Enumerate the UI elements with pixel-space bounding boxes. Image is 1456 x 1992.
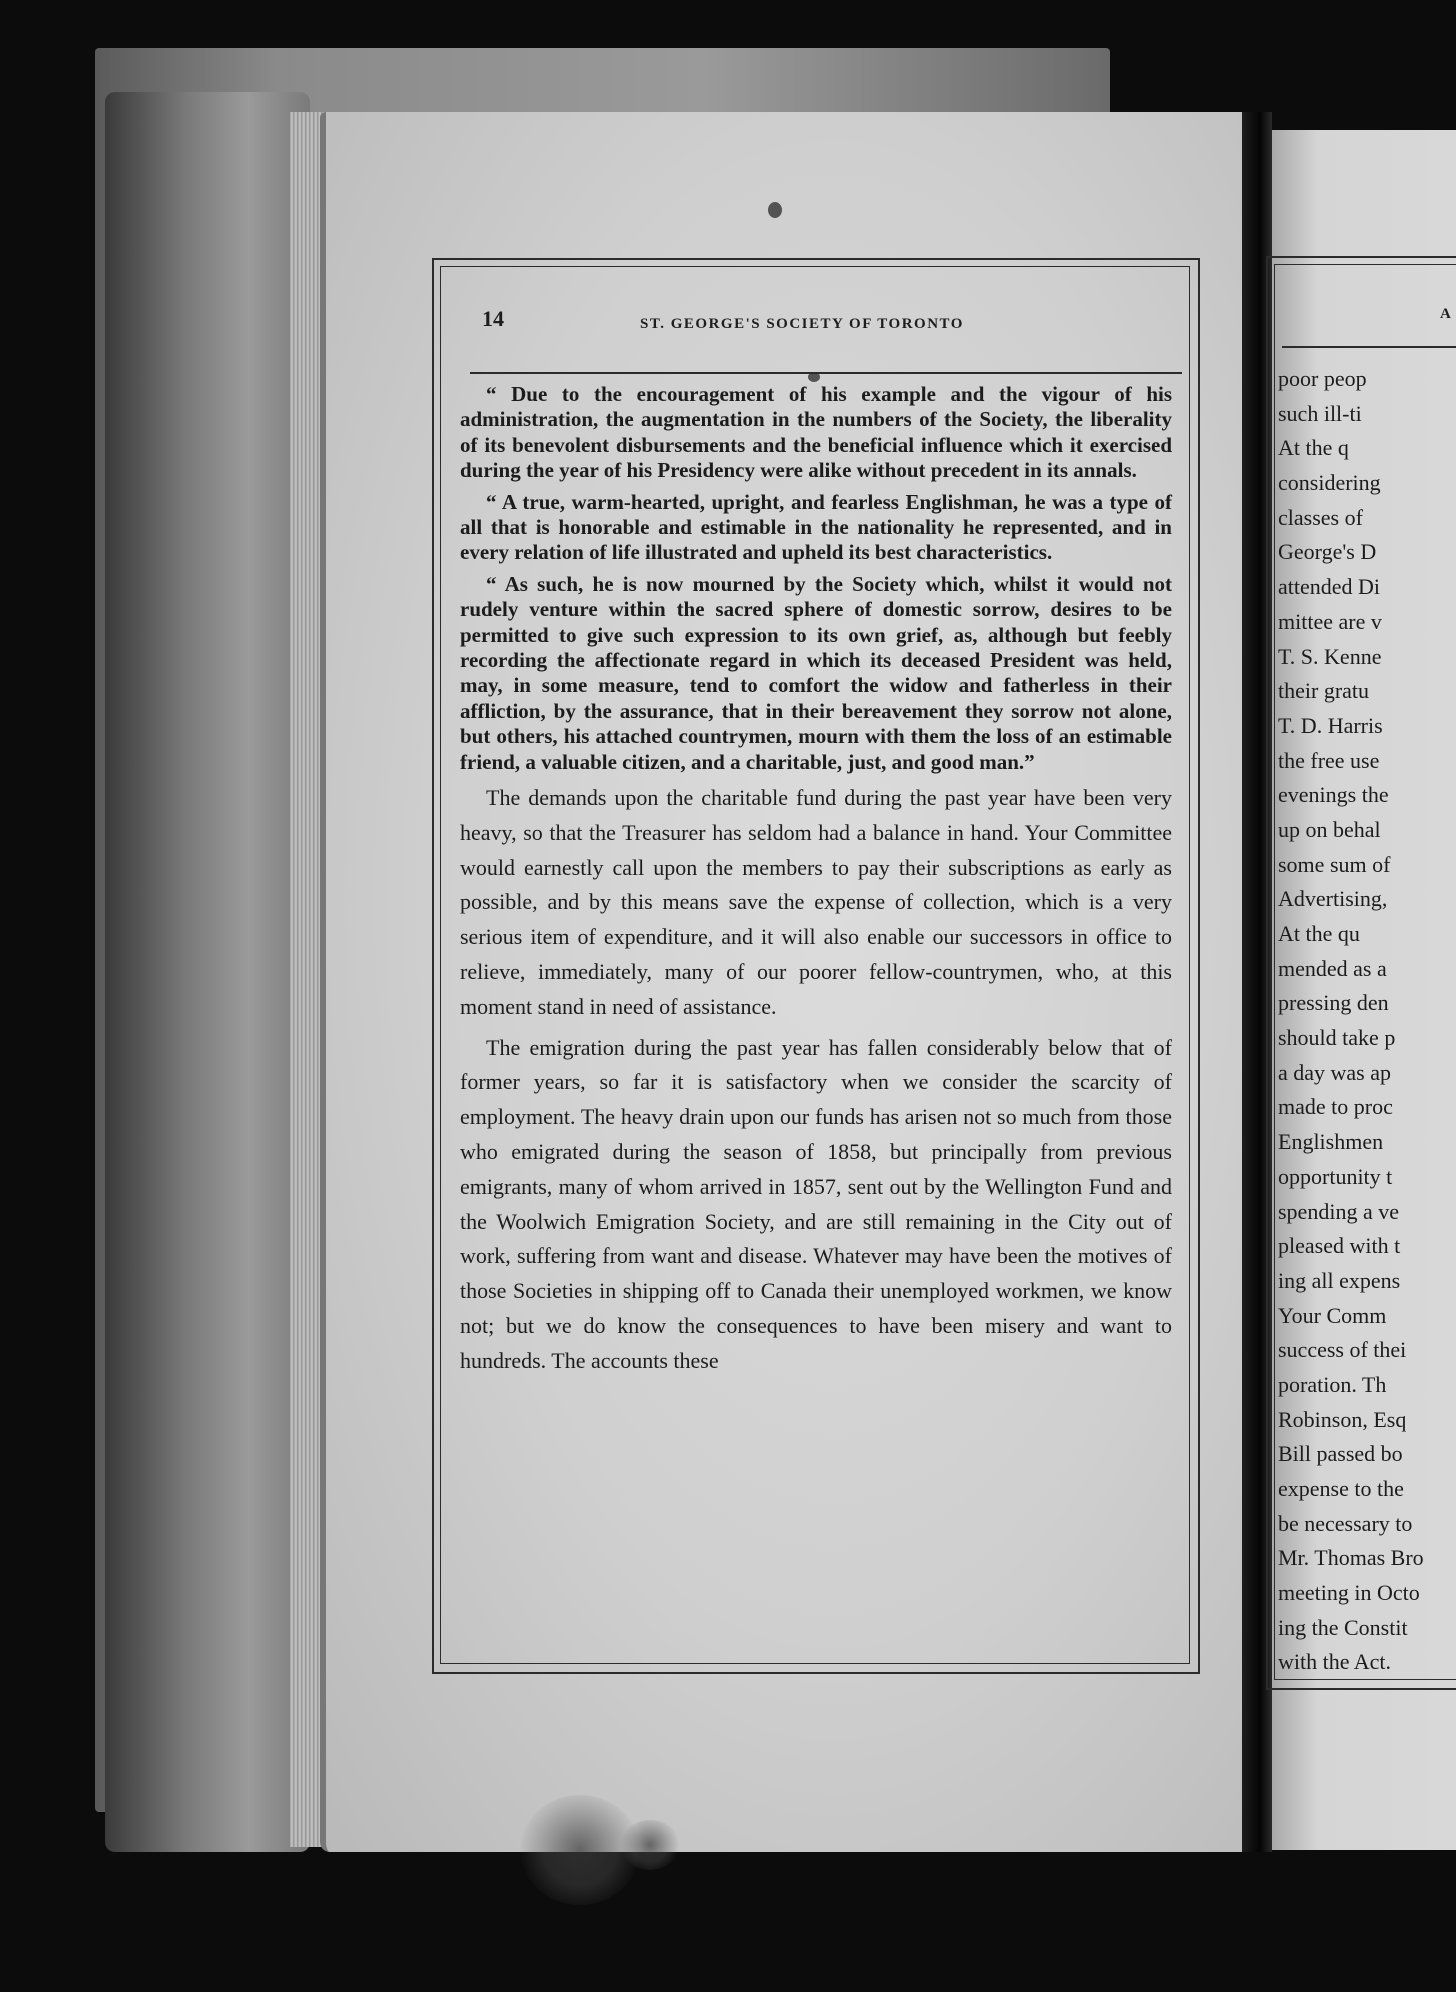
facing-line: Mr. Thomas Bro xyxy=(1278,1545,1424,1571)
facing-line: At the q xyxy=(1278,435,1349,461)
facing-line: Robinson, Esq xyxy=(1278,1406,1407,1432)
facing-line: their gratu xyxy=(1278,678,1370,704)
facing-line: mittee are v xyxy=(1278,608,1382,634)
facing-line: pleased with t xyxy=(1278,1233,1401,1259)
facing-line: mended as a xyxy=(1278,955,1387,981)
facing-page-body xyxy=(1278,362,1456,1680)
header-rule xyxy=(470,372,1182,374)
ink-blot xyxy=(768,202,782,218)
facing-line: the free use xyxy=(1278,747,1380,773)
book-spine-cover xyxy=(105,92,310,1852)
page-body xyxy=(460,382,1172,1385)
page-number: 14 xyxy=(482,306,504,331)
facing-line: Your Comm xyxy=(1278,1302,1387,1328)
facing-line: considering xyxy=(1278,470,1381,496)
facing-line: attended Di xyxy=(1278,574,1381,600)
facing-line: with the Act. xyxy=(1278,1649,1392,1675)
facing-line: George's D xyxy=(1278,539,1377,565)
paragraph-5: The emigration during the past year has fallen considerably below that of former years, so far it is satisfactory when we consider the scarcity of employment. The heavy drain upon our funds has arisen not so much from those who emigrated during the season of 1858, but principally from previous emigrants, many of whom arrived in 1857, sent out by the Wellington Fund and the Woolwich Emigration Society, and are still remaining in the City out of work, suffering from want and disease. Whatever may have been the motives of those Societies in shipping off to Canada their unemployed workmen, we know not; but we do know the consequences to have been misery and want to hundreds. The accounts these xyxy=(460,1034,1172,1373)
facing-header-rule xyxy=(1282,346,1456,348)
facing-running-head: A xyxy=(1440,306,1451,322)
facing-line: a day was ap xyxy=(1278,1059,1392,1085)
water-stain xyxy=(620,1820,680,1870)
paragraph-4: The demands upon the charitable fund during the past year have been very heavy, so that the Treasurer has seldom had a balance in hand. Your Committee would earnestly call upon the members to pay their subscriptions as early as possible, and by this means save the expense of collection, which is a very serious item of expenditure, and it will also enable our successors in office to relieve, immediately, many of our poorer fellow-countrymen, who, at this moment stand in need of assistance. xyxy=(460,785,1172,1019)
facing-line: Advertising, xyxy=(1278,886,1388,912)
facing-line: evenings the xyxy=(1278,782,1389,808)
facing-line: classes of xyxy=(1278,504,1363,530)
facing-line: meeting in Octo xyxy=(1278,1580,1420,1606)
facing-line: made to proc xyxy=(1278,1094,1393,1120)
facing-line: poor peop xyxy=(1278,366,1367,391)
paragraph-2: “ A true, warm-hearted, upright, and fearless Englishman, he was a type of all that is honorable and estimable in the nationality he represented, and in every relation of life illustrated and upheld its best characteristics. xyxy=(460,489,1172,565)
facing-line: expense to the xyxy=(1278,1476,1404,1501)
facing-line: poration. Th xyxy=(1278,1371,1387,1397)
paragraph-1: “ Due to the encouragement of his example and the vigour of his administration, the augmentation in the numbers of the Society, the liberality of its benevolent disbursements and the beneficial influence which it exercised during the year of his Presidency were alike without precedent in its annals. xyxy=(460,382,1172,483)
facing-line: such ill-ti xyxy=(1278,400,1362,426)
facing-line: spending a ve xyxy=(1278,1198,1399,1224)
facing-line: pressing den xyxy=(1278,990,1389,1016)
running-head: ST. GEORGE'S SOCIETY OF TORONTO xyxy=(640,316,964,332)
facing-line: ing all expens xyxy=(1278,1267,1401,1293)
facing-line: should take p xyxy=(1278,1025,1396,1051)
paragraph-3: “ As such, he is now mourned by the Society which, whilst it would not rudely venture within the sacred sphere of domestic sorrow, desires to be permitted to give such expression to its own grief, as, although but feebly recording the affectionate regard in which its deceased President was held, may, in some measure, tend to comfort the widow and fatherless in their affliction, by the assurance, that in their bereavement they sorrow not alone, but others, his attached countrymen, mourn with them the loss of an estimable friend, a valuable citizen, and a charitable, just, and good man.” xyxy=(460,571,1172,774)
facing-line: At the qu xyxy=(1278,921,1360,946)
facing-line: up on behal xyxy=(1278,816,1381,842)
facing-line: opportunity t xyxy=(1278,1163,1393,1189)
facing-line: T. S. Kenne xyxy=(1278,643,1382,669)
facing-line: Englishmen xyxy=(1278,1129,1384,1155)
facing-line: Bill passed bo xyxy=(1278,1441,1403,1467)
facing-line: be necessary to xyxy=(1278,1510,1413,1536)
facing-line: ing the Constit xyxy=(1278,1614,1408,1640)
facing-line: success of thei xyxy=(1278,1337,1407,1363)
facing-line: T. D. Harris xyxy=(1278,712,1383,738)
facing-line: some sum of xyxy=(1278,851,1391,877)
